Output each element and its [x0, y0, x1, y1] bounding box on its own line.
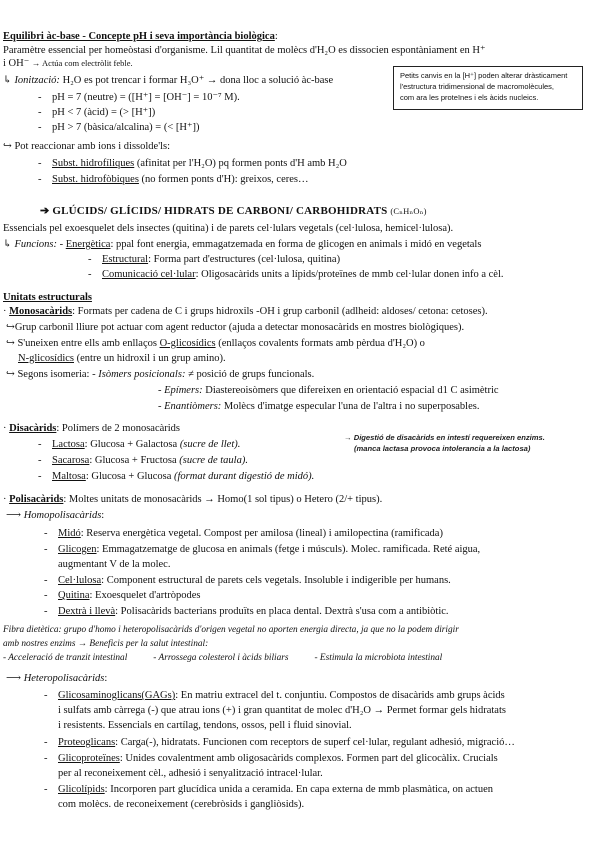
function-structural-text: : Forma part d'estructures (cel·lulosa, quitina) [148, 254, 341, 265]
polysaccharides-text: : Moltes unitats de monosacàrids → Homo(1 sol tipus) o Hetero (2/+ tipus). [63, 494, 383, 505]
enantiomers-text: Molècs d'imatge especular l'una de l'altra i no superposables. [223, 401, 480, 412]
maltose-term: Maltosa [52, 471, 86, 482]
glycoproteins-item: - Glicoproteïnes: Unides covalentment amb oligosacàrids complexos. Formen part del glicocàlix. Crucials [44, 753, 498, 764]
glycoproteins-text-cont: per al reconeixement cèl., adhesió i senyalització intracel·lular. [58, 768, 323, 779]
function-communication: - Comunicació cel·lular: Oligosacàrids units a lípids/proteïnes de mmb cel·lular donen info a cèl. [88, 269, 504, 280]
electrolyte-note: → Actúa com electròlit feble. [31, 58, 133, 68]
homo-colon: : [101, 510, 105, 521]
acid-base-title: Equilibri àc-base - Concepte pH i seva importància biològica [3, 31, 275, 42]
n-glycosidic-text: (entre un hidroxil i un grup amino). [76, 353, 226, 364]
homopolysaccharides-line [6, 509, 104, 522]
ph-item-acid: - pH < 7 (àcid) = (> [H⁺]) [38, 107, 156, 118]
section-acid-base-heading [3, 30, 278, 43]
glycogen-term: Glicogen [58, 544, 97, 555]
ionization-line [3, 74, 333, 87]
n-glycosidic-term: N-glicosídics [18, 353, 74, 364]
ionization-text: H₂O es pot trencar i formar H₃O⁺ → dona lloc a solució àc-base [62, 75, 334, 86]
sucrose-item: - Sacarosa: Glucosa + Fructosa (sucre de taula). [38, 455, 248, 466]
function-communication-term: Comunicació cel·lular [102, 269, 196, 280]
maltose-item: - Maltosa: Glucosa + Glucosa (format durant digestió de midó). [38, 471, 315, 482]
corner-arrow-icon: ↪ [6, 369, 15, 380]
disaccharides-line: · Disacàrids: Polímers de 2 monosacàrids [3, 423, 181, 434]
o-glycosidic-term: O-glicosídics [159, 338, 216, 349]
gags-text-cont-2: i resistents. Essencials en cartílag, tendons, ossos, pell i fluid sinovial. [58, 720, 352, 731]
disaccharides-text: : Polímers de 2 monosacàrids [56, 423, 181, 434]
lactose-term: Lactosa [52, 439, 85, 450]
chitin-item: - Quitina: Exoesquelet d'artròpodes [44, 590, 201, 601]
functions-label: Funcions: [14, 239, 58, 250]
hydrophilic-term: Subst. hidrofíliques [52, 158, 135, 169]
dextran-term: Dextrà i llevà [58, 606, 116, 617]
heteropolysaccharides-line [6, 672, 107, 685]
carbohydrates-heading [40, 205, 427, 218]
carbohydrates-intro: Essencials pel exoesquelet dels insectes (quitina) i de parets cel·lulars vegetals (cel·lulosa, hemicel·lulosa). [3, 223, 454, 234]
long-arrow-icon: ⟶ [6, 673, 22, 684]
dextran-text: : Polisacàrids bacterians produïts en placa dental. Dextrà s'usa com a antibiòtic. [115, 606, 449, 617]
glycolipids-item: - Glicolípids: Incorporen part glucídica unida a ceramida. En capa externa de mmb plasmàtica, on actuen [44, 784, 493, 795]
n-glycosidic-line [18, 352, 226, 365]
enantiomers-line [158, 400, 479, 413]
fiber-benefit-microbiota: - Estimula la microbiota intestinal [314, 653, 443, 663]
hetero-colon: : [104, 673, 108, 684]
hydrophobic-item: - Subst. hidrofòbiques (no formen ponts d'H): greixos, ceres… [38, 174, 309, 185]
glycogen-text: : Emmagatzematge de glucosa en animals (fetge i músculs). Molec. ramificada. Reté aigua, [96, 544, 481, 555]
mono-bonds-text: S'uneixen entre ells amb enllaços [17, 338, 157, 349]
glycoproteins-text: : Unides covalentment amb oligosacàrids complexos. Formen part del glicocàlix. Crucials [119, 753, 498, 764]
callout-line-3: com ara les proteïnes i els àcids nucleics. [400, 93, 539, 102]
starch-text: : Reserva energètica vegetal. Compost per amilosa (lineal) i amilopectina (ramificada) [80, 528, 443, 539]
proteoglycans-text: : Carga(-), hidratats. Funcionen com receptors de superf cel·lular, regulant adhesió, migració… [115, 737, 515, 748]
ph-item-neutral: - pH = 7 (neutre) = ([H⁺] = [OH⁻] = 10⁻⁷ M). [38, 92, 240, 103]
lactose-item: - Lactosa: Glucosa + Galactosa (sucre de llet). [38, 439, 241, 450]
lactose-text: : Glucosa + Galactosa [84, 439, 178, 450]
isomeria-label: Segons isomeria: [17, 369, 90, 380]
function-energetic-text: : ppal font energia, emmagatzemada en forma de glicogen en animals i midó en vegetals [110, 239, 482, 250]
isomeria-line [6, 368, 314, 381]
digestion-note-line-1: → Digestió de disacàrids en intestí requereixen enzims. [344, 433, 545, 442]
mono-bonds-line [6, 337, 425, 350]
cellulose-text: : Component estructural de parets cels vegetals. Insoluble i indigerible per humans. [101, 575, 451, 586]
react-text: Pot reaccionar amb ions i dissolde'ls: [14, 141, 171, 152]
glycolipids-text-cont: com molècs. de reconeixement (cerebròsids i gangliòsids). [58, 799, 305, 810]
long-arrow-icon: ⟶ [6, 510, 22, 521]
glycolipids-term: Glicolípids [58, 784, 105, 795]
hydrophilic-item: - Subst. hidrofíliques (afinitat per l'H₂O) pq formen ponts d'H amb H₂O [38, 158, 347, 169]
mono-reducing-text: Grup carbonil lliure pot actuar com agent reductor (ajuda a detectar monosacàrids en mostres biològiques). [14, 322, 465, 333]
maltose-text: : Glucosa + Glucosa [85, 471, 172, 482]
monosaccharides-text: : Formats per cadena de C i grups hidroxils -OH i grup carbonil (adlheid: aldoses/ cetona: cetoses). [72, 306, 488, 317]
epimers-line [158, 384, 499, 397]
positional-isomers-term: - Isòmers posicionals: [92, 369, 186, 380]
fiber-line-2: amb nostres enzims → Beneficis per la salut intestinal: [3, 639, 209, 649]
starch-term: Midó [58, 528, 81, 539]
digestion-note [344, 432, 545, 454]
polysaccharides-term: Polisacàrids [9, 494, 64, 505]
callout-line-2: l'estructura tridimensional de macromolècules, [400, 82, 554, 91]
hydrophobic-term: Subst. hidrofòbiques [52, 174, 139, 185]
carbohydrates-formula: (CₙHₙOₙ) [390, 206, 427, 216]
chitin-term: Quitina [58, 590, 90, 601]
right-arrow-icon: ➔ [40, 205, 50, 217]
positional-isomers-text: ≠ posició de grups funcionals. [188, 369, 315, 380]
react-line [3, 140, 170, 153]
maltose-note: (format durant digestió de midó). [173, 471, 315, 482]
fiber-benefits [3, 652, 442, 665]
corner-arrow-icon: ↪ [3, 141, 12, 152]
glycogen-text-cont: augmentant V de la molec. [58, 559, 171, 570]
hydrophilic-text: (afinitat per l'H₂O) pq formen ponts d'H amb H₂O [136, 158, 347, 169]
gags-text: : En matriu extracel del t. conjuntiu. Compostos de disacàrids amb grups àcids [175, 690, 505, 701]
o-glycosidic-text: (enllaços covalents formats amb pèrdua d'H₂O) o [218, 338, 425, 349]
enantiomers-term: - Enantiòmers: [158, 401, 222, 412]
corner-arrow-icon: ↳ [3, 75, 12, 86]
mono-reducing-line [6, 321, 464, 334]
title-colon: : [274, 31, 278, 42]
ph-neutral-text: pH = 7 (neutre) = ([H⁺] = [OH⁻] = 10⁻⁷ M). [52, 92, 240, 103]
glycogen-item: - Glicogen: Emmagatzematge de glucosa en animals (fetge i músculs). Molec. ramificada. Reté aigua, [44, 544, 481, 555]
fiber-benefit-cholesterol: - Arrossega colesterol i àcids biliars [153, 653, 289, 663]
oh-ion: i OH⁻ [3, 58, 30, 69]
gags-item: - Glicosaminoglicans(GAGs): En matriu extracel del t. conjuntiu. Compostos de disacàrids amb grups àcids [44, 690, 505, 701]
fiber-benefit-transit: - Acceleració de tranzit intestinal [3, 653, 128, 663]
ionization-label: Ionització: [14, 75, 60, 86]
gags-text-cont-1: i sulfats amb càrrega (-) que atrau ions (+) i gran quantitat de molec d'H₂O → Permet formar gels hidratats [58, 705, 506, 716]
monosaccharides-line: · Monosacàrids: Formats per cadena de C i grups hidroxils -OH i grup carbonil (adlheid: aldoses/ cetona: cetoses). [3, 306, 488, 317]
sucrose-note: (sucre de taula). [179, 455, 248, 466]
ph-acid-text: pH < 7 (àcid) = (> [H⁺]) [52, 107, 156, 118]
glycolipids-text: : Incorporen part glucídica unida a ceramida. En capa externa de mmb plasmàtica, on actuen [104, 784, 493, 795]
heteropolysaccharides-term: Heteropolisacàrids [23, 673, 105, 684]
monosaccharides-term: Monosacàrids [9, 306, 73, 317]
polysaccharides-line: · Polisacàrids: Moltes unitats de monosacàrids → Homo(1 sol tipus) o Hetero (2/+ tipus). [3, 494, 383, 505]
callout-line-1: Petits canvis en la [H⁺] poden alterar dràsticament [400, 71, 568, 80]
function-structural-term: Estructural [102, 254, 149, 265]
chitin-text: : Exoesquelet d'artròpodes [89, 590, 201, 601]
disaccharides-term: Disacàrids [9, 423, 57, 434]
functions-line: ↳ Funcions: - Energètica: ppal font energia, emmagatzemada en forma de glicogen en animals i midó en vegetals [3, 239, 482, 250]
ph-item-basic: - pH > 7 (bàsica/alcalina) = (< [H⁺]) [38, 122, 200, 133]
gags-term: Glicosaminoglicans(GAGs) [58, 690, 176, 701]
function-energetic-term: Energètica [65, 239, 111, 250]
hydrophobic-text: (no formen ponts d'H): greixos, ceres… [141, 174, 309, 185]
dextran-item: - Dextrà i llevà: Polisacàrids bacterians produïts en placa dental. Dextrà s'usa com a antibiòtic. [44, 606, 449, 617]
proteoglycans-item: - Proteoglicans: Carga(-), hidratats. Funcionen com receptors de superf cel·lular, regulant adhesió, migració… [44, 737, 515, 748]
homopolysaccharides-term: Homopolisacàrids [23, 510, 102, 521]
sucrose-text: : Glucosa + Fructosa [89, 455, 177, 466]
function-structural: - Estructural: Forma part d'estructures (cel·lulosa, quitina) [88, 254, 341, 265]
carbohydrates-title: GLÚCIDS/ GLÍCIDS/ HIDRATS DE CARBONI/ CARBOHIDRATS [52, 205, 388, 217]
function-communication-text: : Oligosacàrids units a lípids/proteïnes de mmb cel·lular donen info a cèl. [195, 269, 504, 280]
cellulose-item: - Cel·lulosa: Component estructural de parets cels vegetals. Insoluble i indigerible per humans. [44, 575, 451, 586]
acid-base-intro: Paramètre essencial per homeòstasi d'organisme. Lil quantitat de molècs d'H₂O es dissocien espontàniament en H⁺ [3, 45, 486, 56]
cellulose-term: Cel·lulosa [58, 575, 102, 586]
glycoproteins-term: Glicoproteïnes [58, 753, 120, 764]
acid-base-intro-cont [3, 57, 133, 70]
corner-arrow-icon: ↳ [3, 239, 12, 250]
digestion-note-line-2: (manca lactasa provoca intolerancia a la lactosa) [354, 444, 531, 453]
starch-item: - Midó: Reserva energètica vegetal. Compost per amilosa (lineal) i amilopectina (ramificada) [44, 528, 443, 539]
sucrose-term: Sacarosa [52, 455, 90, 466]
ph-basic-text: pH > 7 (bàsica/alcalina) = (< [H⁺]) [52, 122, 200, 133]
corner-arrow-icon: ↪ [6, 322, 15, 333]
ph-callout-box [393, 66, 583, 110]
epimers-text: Diastereoisòmers que difereixen en orientació espacial d1 C asimètric [205, 385, 499, 396]
corner-arrow-icon: ↪ [6, 338, 15, 349]
fiber-line-1: Fibra dietètica: grupo d'homo i heteropolisacàrids d'origen vegetal no aporten energia directa, ja que no la podem dirigir [3, 625, 459, 635]
structural-units-title: Unitats estructurals [3, 292, 92, 303]
lactose-note: (sucre de llet). [179, 439, 241, 450]
epimers-term: - Epímers: [158, 385, 203, 396]
proteoglycans-term: Proteoglicans [58, 737, 116, 748]
